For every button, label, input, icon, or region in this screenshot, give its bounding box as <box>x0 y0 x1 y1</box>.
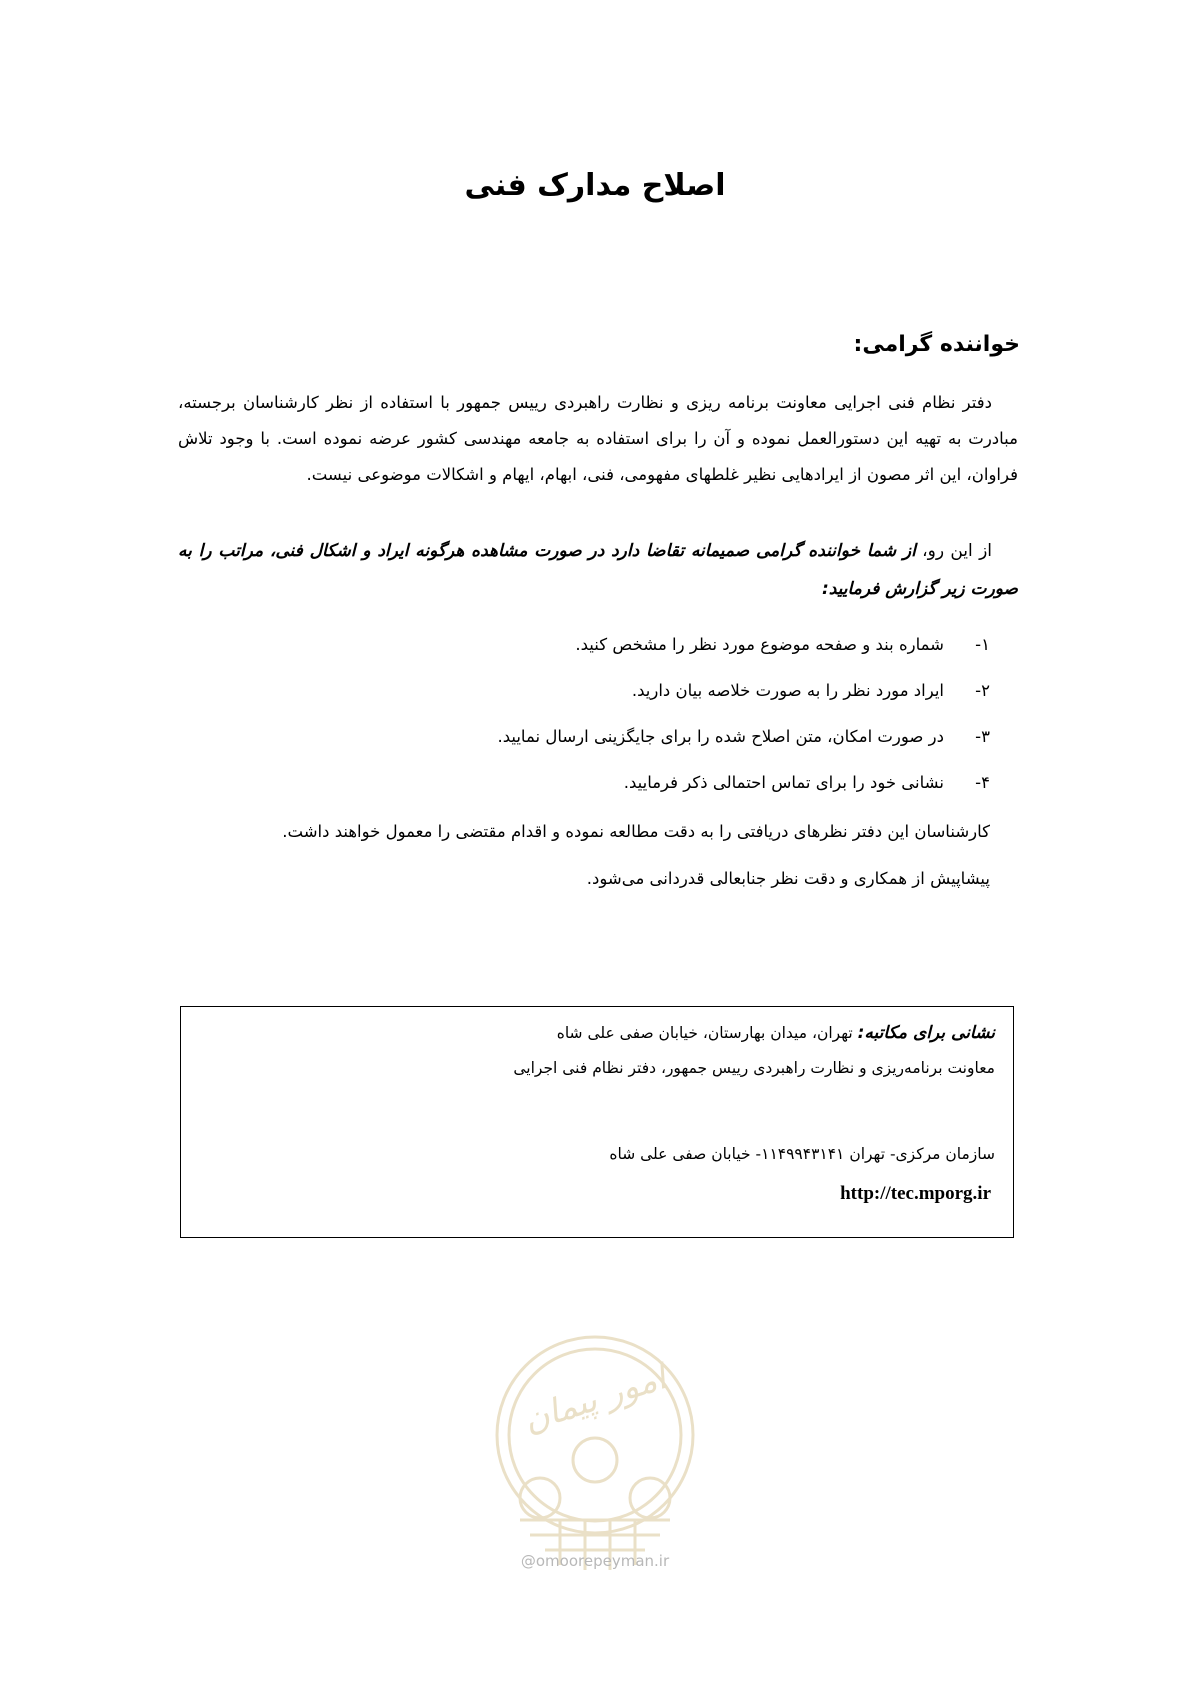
step-number: ۴- <box>975 773 990 792</box>
closing-line: پیشاپیش از همکاری و دقت نظر جنابعالی قدردانی می‌شود. <box>586 869 990 888</box>
watermark-text: @omoorepeyman.ir <box>520 1552 670 1570</box>
contact-address <box>557 1023 995 1043</box>
step-text: در صورت امکان، متن اصلاح شده را برای جایگزینی ارسال نمایید. <box>497 727 944 746</box>
list-item <box>190 668 990 714</box>
steps-list <box>190 622 990 806</box>
page-title: اصلاح مدارک فنی <box>464 168 726 203</box>
closing-line: کارشناسان این دفتر نظرهای دریافتی را به دقت مطالعه نموده و اقدام مقتضی را معمول خواهند داشت. <box>282 822 990 841</box>
watermark-logo-text: امور پیمان <box>518 1357 671 1441</box>
request-paragraph <box>178 532 1018 608</box>
contact-address-text: تهران، میدان بهارستان، خیابان صفی علی شاه <box>556 1024 858 1042</box>
list-item <box>190 622 990 668</box>
step-number: ۲- <box>975 681 990 700</box>
step-text: نشانی خود را برای تماس احتمالی ذکر فرمایید. <box>623 773 944 792</box>
list-item <box>190 714 990 760</box>
step-text: ایراد مورد نظر را به صورت خلاصه بیان دارید. <box>631 681 944 700</box>
request-prefix: از این رو، <box>915 541 992 561</box>
contact-postal: سازمان مرکزی- تهران ۱۱۴۹۹۴۳۱۴۱- خیابان صفی علی شاه <box>609 1145 995 1163</box>
contact-box <box>180 1006 1014 1238</box>
greeting-heading: خواننده گرامی: <box>853 332 1020 357</box>
step-number: ۳- <box>975 727 990 746</box>
closing-text <box>190 808 990 902</box>
intro-paragraph: دفتر نظام فنی اجرایی معاونت برنامه ریزی و نظارت راهبردی رییس جمهور با استفاده از نظر کارشناسان برجسته، مبادرت به تهیه این دستورالعمل نموده و آن را برای استفاده به جامعه مهندسی کشور عرضه نموده است. با وجود تلاش فراوان، این اثر مصون از ایرادهایی نظیر غلطهای مفهومی، فنی، ابهام، ایهام و اشکالات موضوعی نیست. <box>178 393 1018 484</box>
watermark-logo-icon <box>490 1330 700 1590</box>
contact-office: معاونت برنامه‌ریزی و نظارت راهبردی رییس جمهور، دفتر نظام فنی اجرایی <box>513 1059 995 1077</box>
step-text: شماره بند و صفحه موضوع مورد نظر را مشخص کنید. <box>575 635 944 654</box>
contact-label: نشانی برای مکاتبه: <box>857 1023 995 1043</box>
request-emphasis: از شما خواننده گرامی صمیمانه تقاضا دارد در صورت مشاهده هرگونه ایراد و اشکال فنی، مراتب را به صورت زیر گزارش فرمایید: <box>178 541 1018 599</box>
list-item <box>190 760 990 806</box>
step-number: ۱- <box>975 635 990 654</box>
website-link[interactable]: http://tec.mporg.ir <box>840 1183 991 1204</box>
